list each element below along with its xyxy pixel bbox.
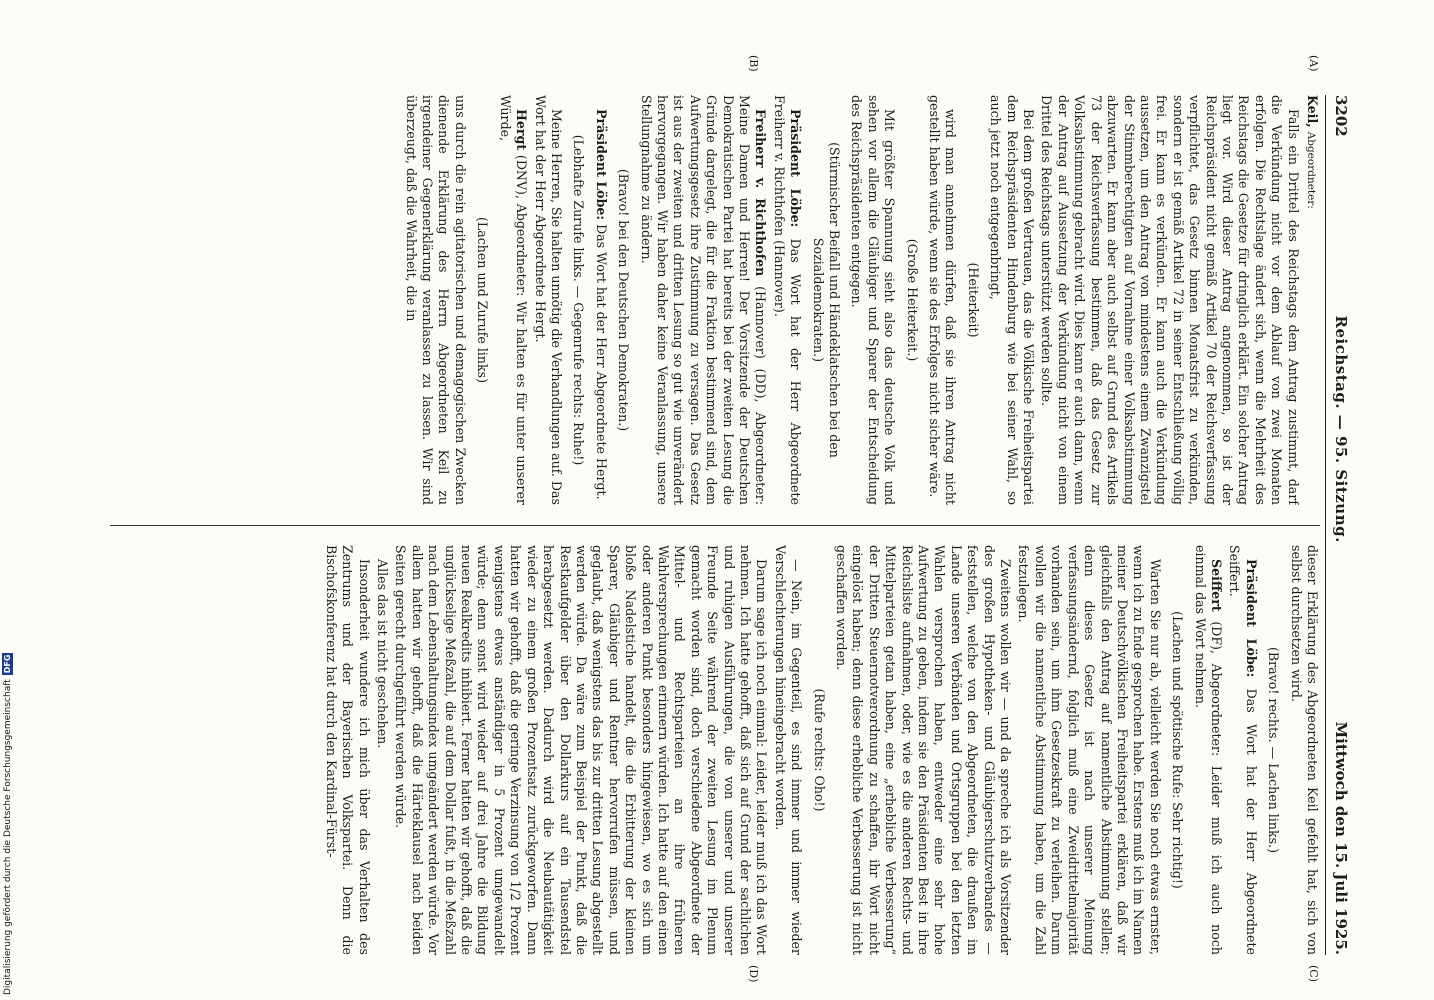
rotated-page-content	[90, 55, 1350, 983]
president-statement: Das Wort hat der Herr Abgeordnete Hergt.	[593, 224, 609, 500]
speaker-name: Seiffert	[1208, 559, 1224, 612]
margin-marker-b: (B)	[747, 55, 760, 72]
interjection: (Lebhafte Zurufe links. — Gegenrufe rechts: Ruhe!)	[571, 134, 587, 466]
column-divider	[110, 525, 1320, 526]
speaker-name: Keil,	[1305, 95, 1320, 128]
dfg-logo-icon: DFG	[3, 654, 12, 674]
page-header	[1325, 95, 1350, 955]
credit-text: Digitalisierung gefördert durch die Deutsche Forschungsgemeinschaft	[2, 679, 13, 995]
speech-paragraph	[1226, 545, 1259, 955]
speech-paragraph: Mit größter Spannung sieht also das deutsche Volk und sehen vor allem die Gläubiger und Sparer der Entscheidung des Reichspräsidenten entgegen.	[849, 95, 898, 505]
margin-marker-c: (C)	[1307, 965, 1320, 982]
speech-paragraph	[1303, 95, 1320, 505]
speech-paragraph	[770, 95, 803, 505]
speech-paragraph	[496, 95, 529, 505]
interjection: (Bravo! bei den Deutschen Demokraten.)	[616, 168, 632, 432]
speech-paragraph	[1191, 545, 1224, 955]
speech-paragraph: uns durch die rein agitatorischen und demagogischen Zwecken dienende Erklärung des Herrn Abgeordneten Keil zu irgendeiner Gegenerklärung veranlassen zu lassen. Wir sind überzeugt, daß die Wahrheit, die in	[403, 95, 468, 505]
speaker-role: Abgeordneter:	[1305, 131, 1317, 209]
interjection: (Heiterkeit)	[965, 262, 981, 338]
session-date: Mittwoch den 15. Juli 1925.	[1332, 721, 1350, 955]
speech-paragraph	[637, 95, 768, 505]
interjection: (Rufe rechts: Oho!)	[811, 688, 827, 812]
speaker-name: Hergt	[514, 109, 530, 151]
left-column	[100, 95, 1320, 505]
interjection: (Große Heiterkeit.)	[904, 238, 920, 362]
president-name: Präsident Löbe:	[593, 109, 609, 221]
president-name: Präsident Löbe:	[1243, 559, 1259, 678]
speech-paragraph: Bei dem großen Vertrauen, das die Völkische Freiheitspartei dem Reichspräsidenten Hindenburg wie bei seiner Wahl, so auch jetzt noch entgegenbringt,	[988, 95, 1037, 505]
speaker-statement: (DNV), Abgeordneter: Wir halten es für unter unserer Würde,	[497, 95, 530, 505]
speech-paragraph: Darum sage ich noch einmal: Leider, leider muß ich das Wort nehmen. Ich hatte gehofft, daß sich auf Grund der sachlichen und ruhigen Ausführungen, die von unserer und unserer Freunde Seite während der zweiten Lesung im Plenum gemacht worden sind, doch verschiedene Abgeordnete der Mittel- und Rechtsparteien an ihre früheren Wahlversprechungen erinnern würden. Ich hatte auf den einen oder anderen Punkt besonders hingewiesen, wo es sich um bloße Nadelstiche handelt, die die Erbitterung der kleinen Sparer, Gläubiger und Rentner hervorrufen müssen, und geglaubt, daß wenigstens das bis zur dritten Lesung abgestellt werden würde. Da wäre zum Beispiel der Punkt, daß die Restkaufgelder über den Dollarkurs auf ein Tausendstel herabgesetzt werden. Dadurch wird die Neubautätigkeit wieder zu einem großen Prozentsatz zurückgeworfen. Dann hatten wir gehofft, daß die geringe Verzinsung von 1/2 Prozent wenigstens etwas anständiger in 5 Prozent umgewandelt würde; denn sonst wird wieder auf drei Jahre die Bildung neuen Realkredits inhibiert. Ferner hatten wir gehofft, daß die unglückselige Meßzahl, die auf dem Dollar fußt, in die Meßzahl nach dem Lebenshaltungsindex umgeändert werden würde. Vor allem hatten wir gehofft, daß die Härteklausel nach beiden Seiten gerecht durchgeführt werden würde.	[393, 545, 770, 955]
speaker-name: Freiherr v. Richthofen	[753, 109, 769, 277]
speech-paragraph: — Nein, im Gegenteil, es sind immer und immer wieder Verschlechterungen hineingebracht worden.	[772, 545, 805, 955]
speech-paragraph	[592, 95, 608, 505]
speech-paragraph: Meine Herren, Sie halten unnötig die Verhandlungen auf. Das Wort hat der Herr Abgeordnete Hergt.	[532, 95, 564, 505]
interjection: (Stürmischer Beifall und Händeklatschen bei den Sozialdemokraten.)	[810, 142, 843, 458]
margin-marker-a: (A)	[1307, 55, 1320, 72]
margin-marker-d: (D)	[747, 965, 760, 983]
right-column	[100, 545, 1320, 955]
interjection: (Lachen und spöttische Rufe: Sehr richtig!)	[1170, 611, 1186, 889]
page-number: 3202	[1332, 95, 1350, 137]
president-statement: Das Wort hat der Herr Abgeordnete Freiherr v. Richthofen (Hannover).	[771, 95, 804, 505]
speech-paragraph: wird man annehmen dürfen, daß sie ihren Antrag nicht gestellt haben würde, wenn sie des Erfolges nicht sicher wäre.	[927, 95, 959, 505]
speaker-statement: (Hannover) (DD), Abgeordneter: Meine Damen und Herren! Der Vorsitzende der Deutschen Demokratischen Partei hat bereits bei der zweiten Lesung die Gründe dargelegt, die für die Fraktion bestimmend sind, dem Aufwertungsgesetz ihre Zustimmung zu versagen. Das Gesetz ist aus der zweiten und dritten Lesung so gut wie unverändert hervorgegangen. Wir haben daher keine Veranlassung, unsere Stellungnahme zu ändern.	[638, 95, 769, 505]
speech-paragraph: Warten Sie nur ab, vielleicht werden Sie noch etwas ernster, wenn ich zu Ende gesprochen habe. Erstens muß ich im Namen meiner Deutschvölkischen Freiheitspartei erklären, daß wir gleichfalls den Antrag auf namentliche Abstimmung stellen; denn dieses Gesetz ist nach unserer Meinung verfassungsändernd, folglich muß eine Zweidrittelmajorität vorhanden sein, um ihm Gesetzeskraft zu verleihen. Darum wollen wir die namentliche Abstimmung haben, um die Zahl festzulegen.	[1016, 545, 1163, 955]
interjection: (Lachen und Zurufe links)	[475, 216, 491, 384]
speech-paragraph: dieser Erklärung des Abgeordneten Keil gefehlt hat, sich von selbst durchsetzen wird.	[1288, 545, 1320, 955]
president-name: Präsident Löbe:	[788, 109, 804, 228]
digitization-credit	[2, 653, 13, 995]
speech-paragraph: Zweitens wollen wir — und da spreche ich als Vorsitzender des großen Hypotheken- und Gläubigerschutzverbandes — feststellen, welche von den Abgeordneten, die draußen im Lande unseren Verbänden und Ortsgruppen bei den letzten Wahlen versprochen haben, entweder eine sehr hohe Aufwertung zu geben, indem sie den Präsidenten Best in ihre Reichsliste aufnahmen, oder, wie es die anderen Rechts- und Mittelparteien getan haben, eine „erhebliche Verbesserung“ der Dritten Steuernotverordnung zu schaffen, ihr Wort nicht eingelöst haben; denn diese erhebliche Verbesserung ist nicht geschaffen worden.	[834, 545, 1014, 955]
speech-paragraph: Alles das ist nicht geschehen.	[375, 559, 391, 749]
session-title: Reichstag. — 95. Sitzung.	[1332, 315, 1350, 543]
speech-paragraph: Insonderheit wundere ich mich über das Verhalten des Zentrums und der Bayerischen Volkspartei. Denn die Bischofskonferenz hat durch den Kardinal-Fürst-	[323, 545, 372, 955]
interjection: (Bravo! rechts. — Lachen links.)	[1266, 646, 1282, 853]
speaker-statement: (DF), Abgeordneter: Leider muß ich auch noch einmal das Wort nehmen.	[1192, 545, 1224, 955]
speech-paragraph: Falls ein Drittel des Reichstags dem Antrag zustimmt, darf die Verkündung nicht vor dem Ablauf von zwei Monaten erfolgen. Die Rechtslage ändert sich, wenn die Mehrheit des Reichstags die Gesetze für dringlich erklärt. Ein solcher Antrag liegt vor. Wird dieser Antrag angenommen, so ist der Reichspräsident nicht gemäß Artikel 70 der Reichsverfassung verpflichtet, das Gesetz binnen Monatsfrist zu verkünden, sondern er ist gemäß Artikel 72 in seiner Entschließung völlig frei. Er kann es verkünden. Er kann auch die Verkündung aussetzen, um den Antrag von mindestens einem Zwanzigstel der Stimmberechtigten auf Vornahme einer Volksabstimmung abzuwarten. Er kann aber auch selbst auf Grund des Artikels 73 der Reichsverfassung bestimmen, daß das Gesetz zur Volksabstimmung gebracht wird. Dies kann er auch dann, wenn der Antrag auf Aussetzung der Verkündung nicht von einem Drittel des Reichstags unterstützt werden sollte.	[1039, 95, 1301, 505]
president-statement: Das Wort hat der Herr Abgeordnete Seiffert.	[1227, 545, 1259, 955]
